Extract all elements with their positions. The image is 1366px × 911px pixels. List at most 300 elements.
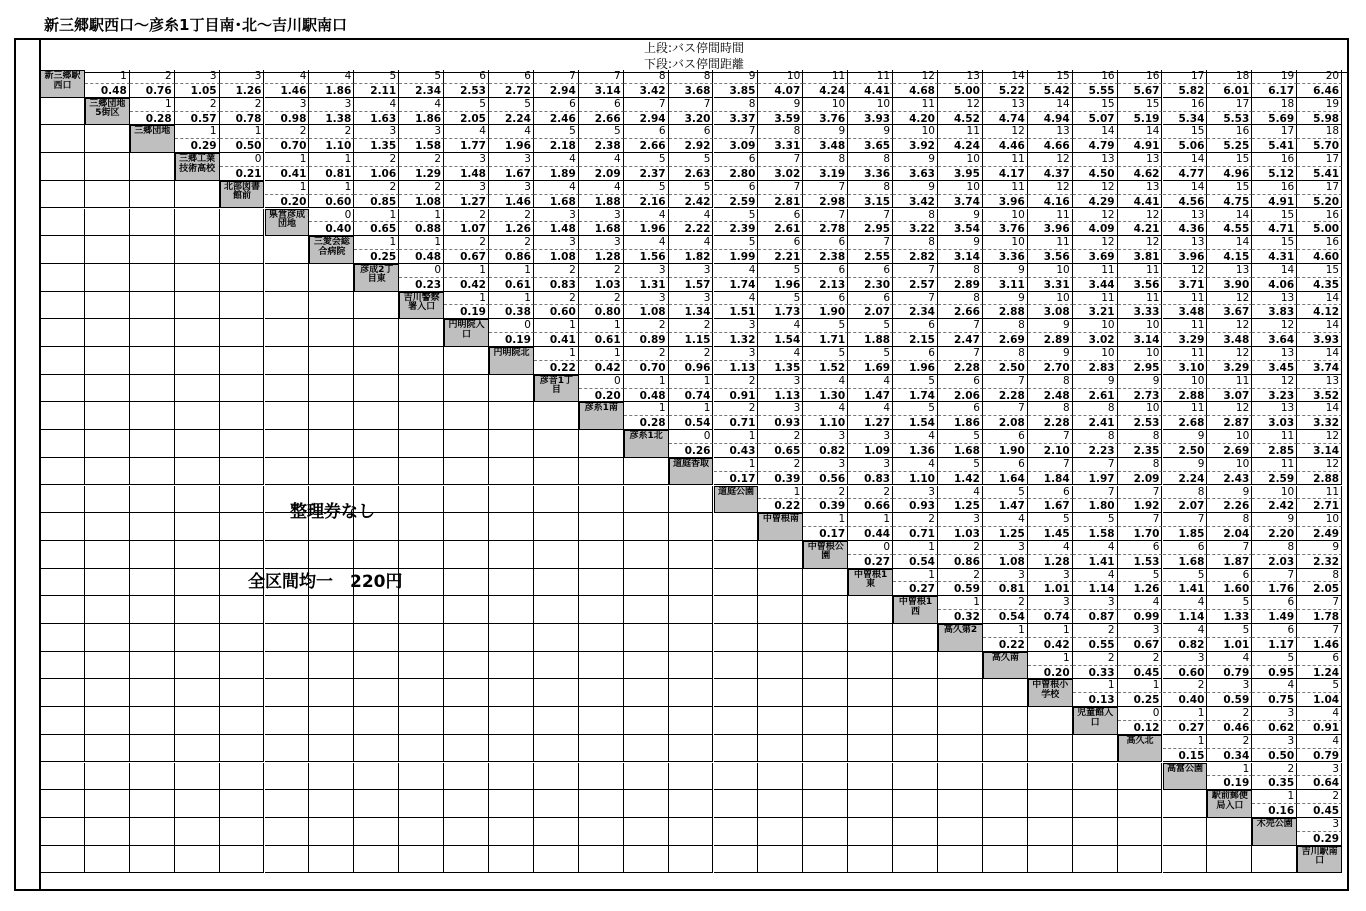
distance-cell: 2.68 bbox=[1163, 416, 1208, 430]
time-cell: 8 bbox=[1118, 458, 1163, 472]
distance-cell: 2.98 bbox=[803, 195, 848, 209]
time-cell: 9 bbox=[1252, 513, 1297, 527]
time-cell: 12 bbox=[938, 98, 983, 112]
empty-cell bbox=[534, 763, 579, 791]
time-cell: 10 bbox=[758, 70, 803, 84]
distance-cell: 5.82 bbox=[1163, 84, 1208, 98]
empty-cell bbox=[848, 790, 893, 818]
empty-cell bbox=[85, 707, 130, 735]
distance-cell: 0.89 bbox=[624, 333, 669, 347]
empty-cell bbox=[175, 513, 220, 541]
time-cell: 1 bbox=[444, 264, 489, 278]
distance-cell: 1.33 bbox=[1207, 610, 1252, 624]
time-cell: 10 bbox=[938, 153, 983, 167]
distance-cell: 3.36 bbox=[983, 250, 1028, 264]
empty-cell bbox=[175, 319, 220, 347]
time-cell: 17 bbox=[1252, 125, 1297, 139]
distance-cell: 0.75 bbox=[1252, 693, 1297, 707]
time-cell: 2 bbox=[399, 153, 444, 167]
distance-cell: 1.06 bbox=[354, 167, 399, 181]
empty-cell bbox=[220, 319, 265, 347]
distance-cell: 1.17 bbox=[1252, 638, 1297, 652]
distance-cell: 0.21 bbox=[220, 167, 265, 181]
empty-cell bbox=[265, 264, 310, 292]
stop-label: 三郷団地5街区 bbox=[85, 98, 130, 126]
empty-cell bbox=[85, 735, 130, 763]
empty-cell bbox=[803, 735, 848, 763]
empty-cell bbox=[85, 402, 130, 430]
distance-cell: 0.42 bbox=[579, 361, 624, 375]
time-cell: 14 bbox=[1073, 125, 1118, 139]
distance-cell: 2.26 bbox=[1207, 499, 1252, 513]
distance-cell: 1.68 bbox=[1163, 555, 1208, 569]
empty-cell bbox=[1028, 818, 1073, 846]
distance-cell: 1.57 bbox=[669, 278, 714, 292]
empty-cell bbox=[669, 486, 714, 514]
distance-cell: 1.58 bbox=[399, 139, 444, 153]
distance-cell: 1.34 bbox=[669, 305, 714, 319]
distance-cell: 0.99 bbox=[1118, 610, 1163, 624]
stop-label: 円明院入口 bbox=[444, 319, 489, 347]
distance-cell: 0.74 bbox=[1028, 610, 1073, 624]
distance-cell: 5.00 bbox=[1297, 222, 1342, 236]
distance-cell: 3.65 bbox=[848, 139, 893, 153]
time-cell: 5 bbox=[714, 209, 759, 223]
time-cell: 10 bbox=[983, 236, 1028, 250]
distance-cell: 3.90 bbox=[1207, 278, 1252, 292]
distance-cell: 0.40 bbox=[1163, 693, 1208, 707]
empty-cell bbox=[444, 569, 489, 597]
distance-cell: 3.56 bbox=[1118, 278, 1163, 292]
time-cell: 2 bbox=[758, 458, 803, 472]
time-cell: 16 bbox=[1297, 209, 1342, 223]
time-cell: 7 bbox=[803, 181, 848, 195]
distance-cell: 0.60 bbox=[1163, 666, 1208, 680]
time-cell: 0 bbox=[579, 375, 624, 389]
distance-cell: 1.10 bbox=[309, 139, 354, 153]
empty-cell bbox=[309, 347, 354, 375]
distance-cell: 3.76 bbox=[803, 112, 848, 126]
time-cell: 4 bbox=[534, 153, 579, 167]
time-cell: 9 bbox=[1073, 375, 1118, 389]
stop-label: 彦音1丁目 bbox=[534, 375, 579, 403]
distance-cell: 1.27 bbox=[848, 416, 893, 430]
time-cell: 7 bbox=[1073, 486, 1118, 500]
time-cell: 7 bbox=[1297, 596, 1342, 610]
empty-cell bbox=[40, 181, 85, 209]
time-cell: 9 bbox=[1163, 430, 1208, 444]
distance-cell: 0.45 bbox=[1118, 666, 1163, 680]
stop-label: 三愛会総合病院 bbox=[309, 236, 354, 264]
time-cell: 6 bbox=[534, 98, 579, 112]
time-cell: 2 bbox=[938, 569, 983, 583]
time-cell: 12 bbox=[893, 70, 938, 84]
distance-cell: 2.21 bbox=[758, 250, 803, 264]
time-cell: 4 bbox=[669, 236, 714, 250]
empty-cell bbox=[40, 541, 85, 569]
empty-cell bbox=[1252, 846, 1297, 874]
time-cell: 2 bbox=[220, 98, 265, 112]
empty-cell bbox=[265, 763, 310, 791]
empty-cell bbox=[444, 790, 489, 818]
time-cell: 18 bbox=[1207, 70, 1252, 84]
distance-cell: 1.96 bbox=[893, 361, 938, 375]
distance-cell: 0.91 bbox=[1297, 721, 1342, 735]
empty-cell bbox=[444, 652, 489, 680]
distance-cell: 0.50 bbox=[220, 139, 265, 153]
time-cell: 6 bbox=[848, 264, 893, 278]
time-cell: 3 bbox=[848, 458, 893, 472]
time-cell: 13 bbox=[1163, 236, 1208, 250]
time-cell: 13 bbox=[938, 70, 983, 84]
empty-cell bbox=[848, 846, 893, 874]
time-cell: 2 bbox=[803, 486, 848, 500]
time-cell: 16 bbox=[1297, 236, 1342, 250]
time-cell: 1 bbox=[983, 624, 1028, 638]
time-cell: 5 bbox=[579, 125, 624, 139]
distance-cell: 4.07 bbox=[758, 84, 803, 98]
distance-cell: 3.23 bbox=[1252, 389, 1297, 403]
empty-cell bbox=[220, 486, 265, 514]
distance-cell: 5.20 bbox=[1297, 195, 1342, 209]
time-cell: 3 bbox=[265, 98, 310, 112]
distance-cell: 1.13 bbox=[758, 389, 803, 403]
empty-cell bbox=[265, 347, 310, 375]
distance-cell: 2.09 bbox=[579, 167, 624, 181]
empty-cell bbox=[40, 652, 85, 680]
distance-cell: 5.41 bbox=[1297, 167, 1342, 181]
empty-cell bbox=[1073, 846, 1118, 874]
time-cell: 14 bbox=[1028, 98, 1073, 112]
empty-cell bbox=[220, 264, 265, 292]
distance-cell: 2.83 bbox=[1073, 361, 1118, 375]
time-cell: 18 bbox=[1297, 125, 1342, 139]
time-cell: 3 bbox=[579, 209, 624, 223]
time-cell: 11 bbox=[1028, 236, 1073, 250]
time-cell: 2 bbox=[624, 347, 669, 361]
distance-cell: 1.80 bbox=[1073, 499, 1118, 513]
time-cell: 11 bbox=[1163, 347, 1208, 361]
distance-cell: 1.86 bbox=[309, 84, 354, 98]
time-cell: 6 bbox=[1118, 541, 1163, 555]
distance-cell: 0.15 bbox=[1163, 749, 1208, 763]
time-cell: 13 bbox=[1252, 402, 1297, 416]
time-cell: 15 bbox=[1297, 264, 1342, 278]
distance-cell: 3.08 bbox=[1028, 305, 1073, 319]
distance-cell: 3.15 bbox=[848, 195, 893, 209]
time-cell: 3 bbox=[1028, 596, 1073, 610]
time-cell: 9 bbox=[893, 181, 938, 195]
time-cell: 16 bbox=[1207, 125, 1252, 139]
empty-cell bbox=[534, 569, 579, 597]
time-cell: 3 bbox=[534, 209, 579, 223]
time-cell: 12 bbox=[1073, 236, 1118, 250]
empty-cell bbox=[175, 375, 220, 403]
empty-cell bbox=[624, 818, 669, 846]
distance-cell: 5.19 bbox=[1118, 112, 1163, 126]
distance-cell: 4.46 bbox=[983, 139, 1028, 153]
time-cell: 17 bbox=[1163, 70, 1208, 84]
empty-cell bbox=[85, 292, 130, 320]
empty-cell bbox=[220, 513, 265, 541]
time-cell: 1 bbox=[714, 430, 759, 444]
distance-cell: 1.51 bbox=[714, 305, 759, 319]
time-cell: 10 bbox=[1028, 292, 1073, 306]
distance-cell: 2.66 bbox=[624, 139, 669, 153]
time-cell: 0 bbox=[309, 209, 354, 223]
distance-cell: 0.59 bbox=[938, 582, 983, 596]
time-cell: 3 bbox=[1163, 652, 1208, 666]
time-cell: 5 bbox=[758, 292, 803, 306]
distance-cell: 2.72 bbox=[489, 84, 534, 98]
distance-cell: 1.74 bbox=[714, 278, 759, 292]
stop-label: 高富公園 bbox=[1163, 763, 1208, 791]
empty-cell bbox=[40, 375, 85, 403]
time-cell: 14 bbox=[1207, 236, 1252, 250]
empty-cell bbox=[624, 652, 669, 680]
distance-cell: 4.41 bbox=[1118, 195, 1163, 209]
empty-cell bbox=[758, 818, 803, 846]
distance-cell: 1.77 bbox=[444, 139, 489, 153]
time-cell: 7 bbox=[758, 153, 803, 167]
distance-cell: 2.24 bbox=[489, 112, 534, 126]
time-cell: 7 bbox=[983, 375, 1028, 389]
time-cell: 7 bbox=[579, 70, 624, 84]
distance-cell: 0.12 bbox=[1118, 721, 1163, 735]
empty-cell bbox=[175, 790, 220, 818]
distance-cell: 4.24 bbox=[938, 139, 983, 153]
empty-cell bbox=[399, 402, 444, 430]
distance-cell: 3.36 bbox=[848, 167, 893, 181]
time-cell: 4 bbox=[848, 375, 893, 389]
empty-cell bbox=[130, 569, 175, 597]
distance-cell: 2.53 bbox=[444, 84, 489, 98]
empty-cell bbox=[579, 846, 624, 874]
stop-label: 北部図書館前 bbox=[220, 181, 265, 209]
empty-cell bbox=[1163, 818, 1208, 846]
distance-cell: 1.26 bbox=[489, 222, 534, 236]
distance-cell: 2.20 bbox=[1252, 527, 1297, 541]
time-cell: 3 bbox=[983, 541, 1028, 555]
time-cell: 11 bbox=[1252, 430, 1297, 444]
empty-cell bbox=[624, 679, 669, 707]
empty-cell bbox=[265, 790, 310, 818]
empty-cell bbox=[40, 763, 85, 791]
time-cell: 1 bbox=[579, 319, 624, 333]
distance-cell: 1.08 bbox=[624, 305, 669, 319]
time-cell: 5 bbox=[1207, 624, 1252, 638]
time-cell: 5 bbox=[444, 98, 489, 112]
empty-cell bbox=[175, 402, 220, 430]
distance-cell: 0.32 bbox=[938, 610, 983, 624]
distance-cell: 3.48 bbox=[1207, 333, 1252, 347]
empty-cell bbox=[444, 846, 489, 874]
empty-cell bbox=[489, 846, 534, 874]
empty-cell bbox=[220, 846, 265, 874]
distance-cell: 4.56 bbox=[1163, 195, 1208, 209]
distance-cell: 0.64 bbox=[1297, 776, 1342, 790]
empty-cell bbox=[669, 679, 714, 707]
time-cell: 10 bbox=[803, 98, 848, 112]
time-cell: 7 bbox=[848, 236, 893, 250]
distance-cell: 2.38 bbox=[803, 250, 848, 264]
empty-cell bbox=[534, 541, 579, 569]
empty-cell bbox=[309, 375, 354, 403]
distance-cell: 0.81 bbox=[309, 167, 354, 181]
empty-cell bbox=[399, 818, 444, 846]
time-cell: 2 bbox=[1297, 790, 1342, 804]
empty-cell bbox=[309, 707, 354, 735]
distance-cell: 4.55 bbox=[1207, 222, 1252, 236]
empty-cell bbox=[848, 596, 893, 624]
time-cell: 3 bbox=[489, 181, 534, 195]
time-cell: 1 bbox=[1163, 735, 1208, 749]
empty-cell bbox=[40, 569, 85, 597]
distance-cell: 1.74 bbox=[893, 389, 938, 403]
time-cell: 2 bbox=[1207, 735, 1252, 749]
empty-cell bbox=[1118, 846, 1163, 874]
distance-cell: 2.32 bbox=[1297, 555, 1342, 569]
time-cell: 10 bbox=[893, 125, 938, 139]
distance-cell: 2.30 bbox=[848, 278, 893, 292]
distance-cell: 1.96 bbox=[624, 222, 669, 236]
time-cell: 7 bbox=[714, 125, 759, 139]
time-cell: 1 bbox=[444, 292, 489, 306]
empty-cell bbox=[40, 624, 85, 652]
distance-cell: 3.83 bbox=[1252, 305, 1297, 319]
time-cell: 2 bbox=[534, 292, 579, 306]
empty-cell bbox=[624, 569, 669, 597]
stop-label: 円明院北 bbox=[489, 347, 534, 375]
time-cell: 12 bbox=[1207, 319, 1252, 333]
stop-label: 中曽根1西 bbox=[893, 596, 938, 624]
time-cell: 7 bbox=[893, 264, 938, 278]
distance-cell: 2.18 bbox=[534, 139, 579, 153]
time-cell: 5 bbox=[893, 402, 938, 416]
distance-cell: 1.38 bbox=[309, 112, 354, 126]
empty-cell bbox=[444, 458, 489, 486]
distance-cell: 0.22 bbox=[983, 638, 1028, 652]
header-line-distance: 下段:バス停間距離 bbox=[643, 57, 745, 71]
time-cell: 9 bbox=[803, 125, 848, 139]
distance-cell: 1.35 bbox=[758, 361, 803, 375]
empty-cell bbox=[130, 541, 175, 569]
distance-cell: 4.29 bbox=[1073, 195, 1118, 209]
time-cell: 1 bbox=[714, 458, 759, 472]
distance-cell: 2.94 bbox=[534, 84, 579, 98]
time-cell: 1 bbox=[803, 513, 848, 527]
time-cell: 7 bbox=[1118, 486, 1163, 500]
distance-cell: 1.67 bbox=[489, 167, 534, 181]
time-cell: 6 bbox=[1252, 624, 1297, 638]
empty-cell bbox=[175, 430, 220, 458]
distance-cell: 1.03 bbox=[938, 527, 983, 541]
empty-cell bbox=[399, 430, 444, 458]
distance-cell: 3.14 bbox=[579, 84, 624, 98]
distance-cell: 2.08 bbox=[983, 416, 1028, 430]
time-cell: 7 bbox=[938, 319, 983, 333]
empty-cell bbox=[758, 790, 803, 818]
empty-cell bbox=[220, 292, 265, 320]
empty-cell bbox=[399, 319, 444, 347]
distance-cell: 0.41 bbox=[534, 333, 579, 347]
time-cell: 9 bbox=[1297, 541, 1342, 555]
empty-cell bbox=[534, 679, 579, 707]
stop-label: 木売公園 bbox=[1252, 818, 1297, 846]
distance-cell: 2.13 bbox=[803, 278, 848, 292]
time-cell: 5 bbox=[983, 486, 1028, 500]
distance-cell: 2.66 bbox=[938, 305, 983, 319]
time-cell: 11 bbox=[1252, 458, 1297, 472]
empty-cell bbox=[1118, 818, 1163, 846]
time-cell: 4 bbox=[1163, 596, 1208, 610]
distance-cell: 1.42 bbox=[938, 472, 983, 486]
empty-cell bbox=[893, 846, 938, 874]
empty-cell bbox=[579, 652, 624, 680]
time-cell: 12 bbox=[1118, 209, 1163, 223]
time-cell: 8 bbox=[624, 70, 669, 84]
time-cell: 4 bbox=[893, 458, 938, 472]
time-cell: 11 bbox=[938, 125, 983, 139]
distance-cell: 0.13 bbox=[1073, 693, 1118, 707]
empty-cell bbox=[669, 790, 714, 818]
time-cell: 7 bbox=[624, 98, 669, 112]
distance-cell: 3.42 bbox=[893, 195, 938, 209]
empty-cell bbox=[1028, 846, 1073, 874]
time-cell: 2 bbox=[444, 209, 489, 223]
empty-cell bbox=[265, 402, 310, 430]
time-cell: 9 bbox=[1028, 347, 1073, 361]
distance-cell: 2.71 bbox=[1297, 499, 1342, 513]
distance-cell: 2.59 bbox=[1252, 472, 1297, 486]
distance-cell: 2.09 bbox=[1118, 472, 1163, 486]
time-cell: 9 bbox=[1118, 375, 1163, 389]
empty-cell bbox=[938, 679, 983, 707]
distance-cell: 1.45 bbox=[1028, 527, 1073, 541]
distance-cell: 4.62 bbox=[1118, 167, 1163, 181]
distance-cell: 3.96 bbox=[1163, 250, 1208, 264]
distance-cell: 1.31 bbox=[624, 278, 669, 292]
distance-cell: 0.59 bbox=[1207, 693, 1252, 707]
time-cell: 9 bbox=[1207, 486, 1252, 500]
empty-cell bbox=[175, 541, 220, 569]
distance-cell: 1.78 bbox=[1297, 610, 1342, 624]
time-cell: 2 bbox=[579, 264, 624, 278]
empty-cell bbox=[399, 624, 444, 652]
empty-cell bbox=[399, 790, 444, 818]
empty-cell bbox=[85, 541, 130, 569]
time-cell: 3 bbox=[714, 347, 759, 361]
time-cell: 7 bbox=[534, 70, 579, 84]
empty-cell bbox=[803, 846, 848, 874]
time-cell: 3 bbox=[1297, 818, 1342, 832]
distance-cell: 0.19 bbox=[444, 305, 489, 319]
distance-cell: 0.96 bbox=[669, 361, 714, 375]
distance-cell: 1.35 bbox=[354, 139, 399, 153]
empty-cell bbox=[220, 375, 265, 403]
time-cell: 1 bbox=[399, 236, 444, 250]
distance-cell: 1.54 bbox=[893, 416, 938, 430]
time-cell: 1 bbox=[758, 486, 803, 500]
time-cell: 2 bbox=[309, 125, 354, 139]
empty-cell bbox=[1118, 763, 1163, 791]
empty-cell bbox=[579, 541, 624, 569]
distance-cell: 4.41 bbox=[848, 84, 893, 98]
time-cell: 1 bbox=[893, 569, 938, 583]
time-cell: 1 bbox=[534, 347, 579, 361]
time-cell: 11 bbox=[893, 98, 938, 112]
time-cell: 1 bbox=[354, 209, 399, 223]
